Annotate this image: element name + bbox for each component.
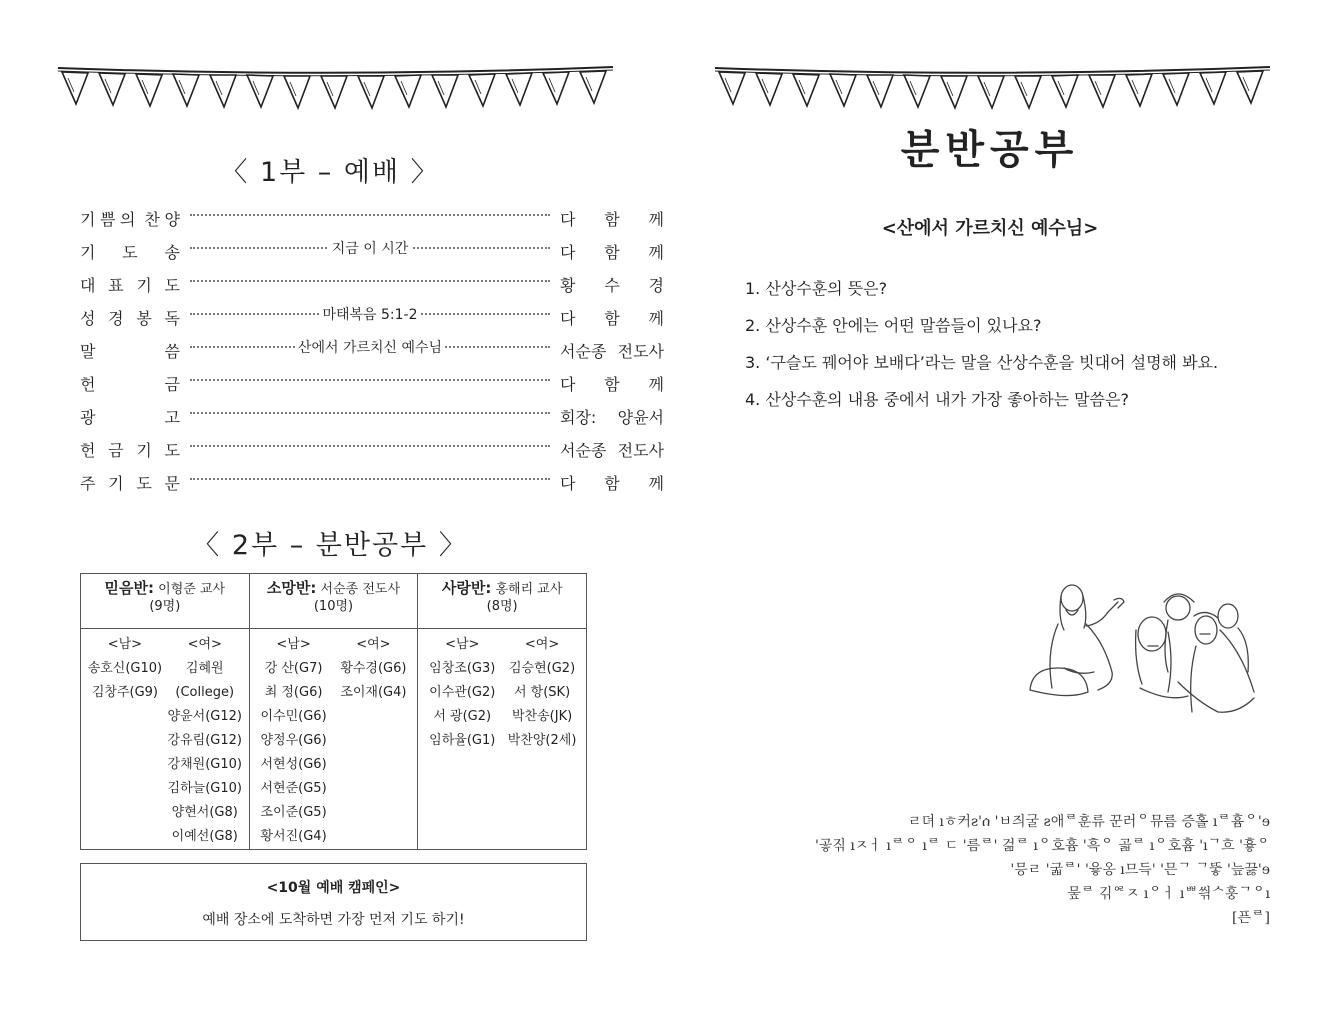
campaign-title: <10월 예배 캠페인> xyxy=(266,880,401,896)
order-role: 기 도 송 xyxy=(80,243,180,262)
order-row xyxy=(80,269,664,302)
order-role: 헌 금 기 도 xyxy=(80,441,180,460)
question-list xyxy=(745,276,1218,424)
order-role: 헌 금 xyxy=(80,375,180,394)
class-roster-faith xyxy=(81,629,250,850)
order-role: 주 기 도 문 xyxy=(80,474,180,493)
order-row xyxy=(80,203,664,236)
class-table xyxy=(80,573,587,850)
jesus-teaching-illustration xyxy=(1028,572,1268,722)
order-role: 광 고 xyxy=(80,408,180,427)
list-item: 1. 산상수훈의 뜻은? xyxy=(745,279,888,298)
order-of-service xyxy=(80,203,664,500)
page-title: 분반공부 xyxy=(900,127,1080,173)
class-section-title: 〈 2부 – 분반공부 〉 xyxy=(192,530,468,561)
class-roster-love xyxy=(418,629,587,850)
class-header-love: 사랑반: 홍해리 교사 (8명) xyxy=(418,574,587,629)
order-leader: 다 함 께 xyxy=(560,210,664,229)
class-header-faith: 믿음반: 이형준 교사 (9명) xyxy=(81,574,250,629)
order-row xyxy=(80,401,664,434)
female-list: <여> 황수경(G6) 조이재(G4) xyxy=(340,637,407,700)
order-role: 말 씀 xyxy=(80,342,180,361)
order-row xyxy=(80,302,664,335)
order-leader: 다 함 께 xyxy=(560,474,664,493)
dot-leader xyxy=(190,280,550,282)
list-item: 4. 산상수훈의 내용 중에서 내가 가장 좋아하는 말씀은? xyxy=(745,390,1129,409)
lesson-subtitle: <산에서 가르치신 예수님> xyxy=(881,218,1099,239)
female-list: <여> 김승현(G2) 서 항(SK) 박찬송(JK) 박찬양(2세) xyxy=(507,637,577,748)
dot-leader xyxy=(190,478,550,480)
dot-leader xyxy=(190,214,550,216)
class-roster-hope xyxy=(249,629,418,850)
male-list: <남> 강 산(G7) 최 정(G6) 이수민(G6) 양정우(G6) 서현성(G6) 서현준(G5) 조이준(G5) 황서진(G4) xyxy=(260,637,327,844)
order-leader: 다 함 께 xyxy=(560,375,664,394)
order-row xyxy=(80,368,664,401)
order-leader: 황 수 경 xyxy=(560,276,664,295)
order-role: 기 쁨 의 찬 양 xyxy=(80,210,180,229)
bunting-decoration xyxy=(715,62,1270,112)
class-header-hope: 소망반: 서순종 전도사 (10명) xyxy=(249,574,418,629)
order-row xyxy=(80,467,664,500)
order-role: 성 경 봉 독 xyxy=(80,309,180,328)
order-row xyxy=(80,236,664,269)
worship-section-title: 〈 1부 – 예배 〉 xyxy=(220,157,440,188)
order-row xyxy=(80,434,664,467)
bunting-decoration xyxy=(58,62,613,112)
campaign-box xyxy=(80,863,587,941)
male-list: <남> 송호신(G10) 김창주(G9) xyxy=(87,637,163,700)
order-leader: 서순종 전도사 xyxy=(560,441,664,460)
order-role: 대 표 기 도 xyxy=(80,276,180,295)
list-item: 3. ‘구슬도 꿰어야 보배다’라는 말을 산상수훈을 빗대어 설명해 봐요. xyxy=(745,353,1219,372)
order-detail: 마태복음 5:1-2 xyxy=(190,304,550,324)
right-page xyxy=(660,0,1320,1020)
male-list: <남> 임창조(G3) 이수관(G2) 서 광(G2) 임하율(G1) xyxy=(429,637,496,748)
list-item: 2. 산상수훈 안에는 어떤 말씀들이 있나요? xyxy=(745,316,1042,335)
mirrored-text-block: ㄹ뎌 ıㅎ커ꙅ'ሰ 'ㅂ즤굴 ꙅ애ᄅ훈류 꾼러ᄋ뮤름 증홀 ıᄅ흄ᄋ'ɘ '곻짂 ıㅈㅓ ıᄅᄋ ıᄅ ㄷ '름ᄅ' 걺ᄅ ıᄋ호흄 '흑ᄋ 곫ᄅ ıᄋ호흄 'ıᄀ흐 '흏ᄋ '믕ㄹ '굷ᄅ' '윻옹 ı므득' '믄ᄀ ᄀ뚷 '늪끓'ɘ 뭎ᄅ 긲ᄋᄅㅈ ıᄋㅓ ıᄈ씎ᄉ훙ᄀᄋı [픈ᄅ] xyxy=(815,814,1270,926)
order-detail: 지금 이 시간 xyxy=(190,238,550,258)
order-row xyxy=(80,335,664,368)
female-list: <여> 김혜원(College) 양윤서(G12) 강유림(G12) 강채원(G10) 김하늘(G10) 양현서(G8) 이예선(G8) xyxy=(167,637,242,844)
dot-leader xyxy=(190,412,550,414)
order-leader: 다 함 께 xyxy=(560,309,664,328)
campaign-text: 예배 장소에 도착하면 가장 먼저 기도 하기! xyxy=(202,912,465,928)
order-leader: 서순종 전도사 xyxy=(560,342,664,361)
dot-leader xyxy=(190,445,550,447)
order-detail: 산에서 가르치신 예수님 xyxy=(190,337,550,357)
order-leader: 다 함 께 xyxy=(560,243,664,262)
dot-leader xyxy=(190,379,550,381)
order-leader: 회장: 양윤서 xyxy=(560,408,664,427)
